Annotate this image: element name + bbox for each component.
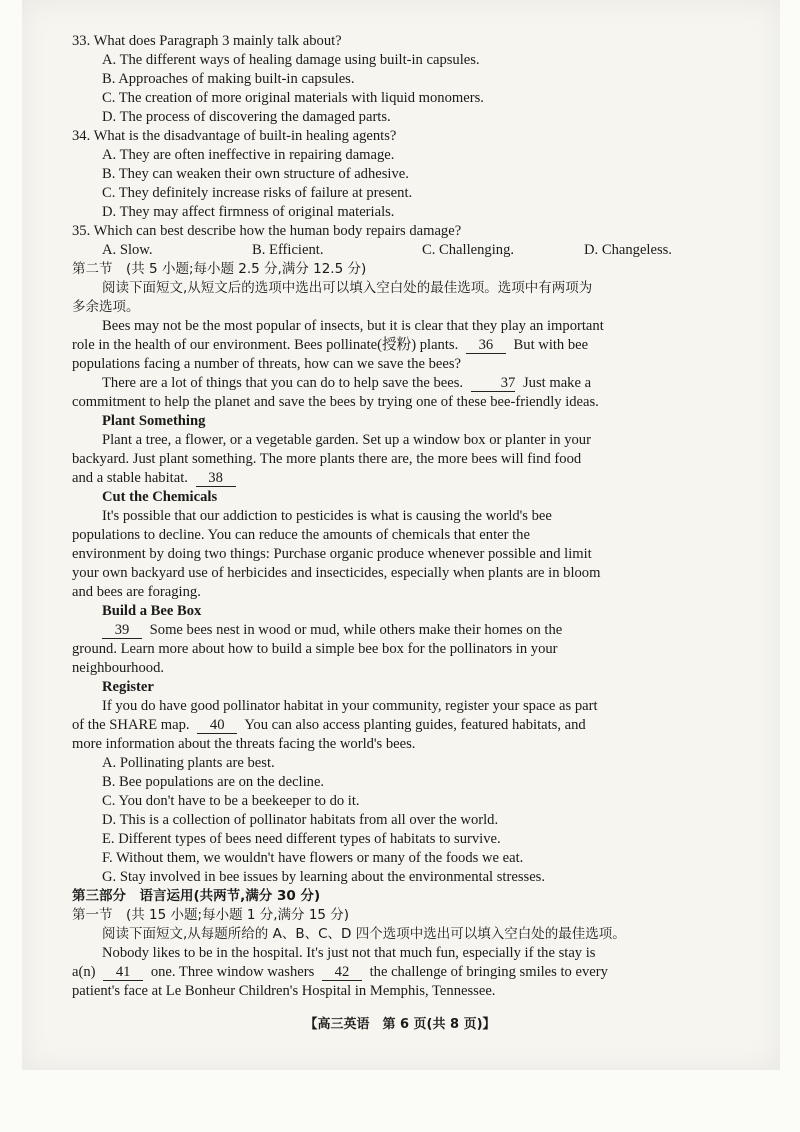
blank-36: 36 (466, 338, 506, 354)
passage-text: one. Three window washers (150, 964, 315, 980)
question-35-options (72, 241, 704, 260)
passage-p3-line1: Plant a tree, a flower, or a vegetable garden. Set up a window box or planter in your (102, 432, 591, 448)
question-35-option-a: A. Slow. (102, 242, 153, 258)
choice-c: C. You don't have to be a beekeeper to do it. (102, 793, 360, 809)
question-34-option-b: B. They can weaken their own structure of adhesive. (102, 166, 409, 182)
passage-p6-line3: more information about the threats facing the world's bees. (72, 736, 416, 752)
passage-text: There are a lot of things that you can do to help save the bees. (102, 375, 464, 391)
blank-37: 37 (471, 376, 516, 392)
choice-a: A. Pollinating plants are best. (102, 755, 275, 771)
passage-p1-line1: Bees may not be the most popular of insects, but it is clear that they play an important (102, 318, 604, 334)
question-35-option-b: B. Efficient. (252, 242, 324, 258)
passage-text: the challenge of bringing smiles to every (369, 964, 608, 980)
blank-40: 40 (197, 718, 237, 734)
question-34-option-a: A. They are often ineffective in repairing damage. (102, 147, 395, 163)
part-3-line1: Nobody likes to be in the hospital. It's just not that much fun, especially if the stay is (102, 945, 596, 961)
passage-p3-line3 (72, 469, 704, 488)
choice-b: B. Bee populations are on the decline. (102, 774, 325, 790)
passage-p4-line5: and bees are foraging. (72, 584, 201, 600)
part-3-line2 (72, 963, 704, 982)
question-33-option-c: C. The creation of more original materials with liquid monomers. (102, 90, 484, 106)
question-33-option-a: A. The different ways of healing damage using built-in capsules. (102, 52, 480, 68)
question-33-option-d: D. The process of discovering the damaged parts. (102, 109, 391, 125)
question-35-option-c: C. Challenging. (422, 242, 515, 258)
heading-register: Register (102, 679, 154, 695)
passage-p5-line1 (72, 621, 704, 640)
part-3-title: 第三部分 语言运用(共两节,满分 30 分) (72, 888, 321, 904)
passage-text: Just make a (522, 375, 592, 391)
choice-g: G. Stay involved in bee issues by learning about the environmental stresses. (102, 869, 545, 885)
blank-39: 39 (102, 623, 142, 639)
heading-plant-something: Plant Something (102, 413, 206, 429)
passage-text: of the SHARE map. (72, 717, 190, 733)
question-34-option-d: D. They may affect firmness of original materials. (102, 204, 395, 220)
passage-p6-line2 (72, 716, 704, 735)
choice-e: E. Different types of bees need different types of habitats to survive. (102, 831, 501, 847)
passage-text: a(n) (72, 964, 96, 980)
passage-text: role in the health of our environment. Bees pollinate(授粉) plants. (72, 337, 459, 353)
question-34-option-c: C. They definitely increase risks of failure at present. (102, 185, 413, 201)
heading-cut-the-chemicals: Cut the Chemicals (102, 489, 218, 505)
blank-41: 41 (103, 965, 143, 981)
part-3-line3: patient's face at Le Bonheur Children's Hospital in Memphis, Tennessee. (72, 983, 496, 999)
blank-42: 42 (322, 965, 362, 981)
page-footer: 【高三英语 第 6 页(共 8 页)】 (304, 1017, 496, 1032)
passage-p2-line2: commitment to help the planet and save the bees by trying one of these bee-friendly ideas. (72, 394, 599, 410)
passage-p3-line2: backyard. Just plant something. The more plants there are, the more bees will find food (72, 451, 582, 467)
passage-p1-line2 (72, 336, 704, 355)
passage-p4-line3: environment by doing two things: Purchase organic produce whenever possible and limit (72, 546, 592, 562)
section-2-instruction-line1: 阅读下面短文,从短文后的选项中选出可以填入空白处的最佳选项。选项中有两项为 (102, 280, 593, 296)
choice-f: F. Without them, we wouldn't have flowers or many of the foods we eat. (102, 850, 524, 866)
section-2-instruction-line2: 多余选项。 (72, 299, 140, 315)
question-33-option-b: B. Approaches of making built-in capsules. (102, 71, 355, 87)
question-35-stem: 35. Which can best describe how the human body repairs damage? (72, 223, 462, 239)
passage-text: You can also access planting guides, featured habitats, and (244, 717, 586, 733)
blank-38: 38 (196, 471, 236, 487)
passage-p2-line1 (72, 374, 704, 393)
question-34-stem: 34. What is the disadvantage of built-in healing agents? (72, 128, 397, 144)
passage-p4-line1: It's possible that our addiction to pesticides is what is causing the world's bee (102, 508, 552, 524)
passage-p5-line2: ground. Learn more about how to build a simple bee box for the pollinators in your (72, 641, 558, 657)
passage-text: and a stable habitat. (72, 470, 188, 486)
passage-p6-line1: If you do have good pollinator habitat in your community, register your space as part (102, 698, 598, 714)
passage-p4-line2: populations to decline. You can reduce the amounts of chemicals that enter the (72, 527, 530, 543)
passage-text: Some bees nest in wood or mud, while others make their homes on the (149, 622, 563, 638)
passage-text: But with bee (513, 337, 589, 353)
question-35-option-d: D. Changeless. (584, 242, 672, 258)
passage-p1-line3: populations facing a number of threats, how can we save the bees? (72, 356, 462, 372)
choice-d: D. This is a collection of pollinator habitats from all over the world. (102, 812, 499, 828)
heading-build-a-bee-box: Build a Bee Box (102, 603, 202, 619)
passage-p4-line4: your own backyard use of herbicides and insecticides, especially when plants are in bloom (72, 565, 601, 581)
passage-p5-line3: neighbourhood. (72, 660, 165, 676)
question-33-stem: 33. What does Paragraph 3 mainly talk about? (72, 33, 342, 49)
part-3-section-1-title: 第一节 (共 15 小题;每小题 1 分,满分 15 分) (72, 907, 350, 923)
document-body (72, 32, 704, 1001)
section-2-title: 第二节 (共 5 小题;每小题 2.5 分,满分 12.5 分) (72, 261, 367, 277)
part-3-instruction: 阅读下面短文,从每题所给的 A、B、C、D 四个选项中选出可以填入空白处的最佳选项。 (102, 926, 626, 942)
